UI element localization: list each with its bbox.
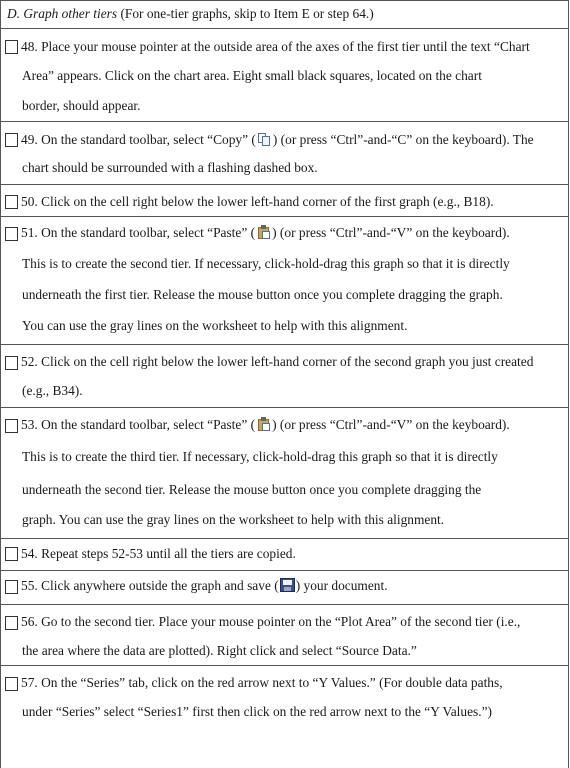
step-49-text-after-icon: ) (or press “Ctrl”-and-“C” on the keyboard). The: [272, 132, 534, 147]
step-56-line-1: 56. Go to the second tier. Place your mouse pointer on the “Plot Area” of the second tier (i.e.,: [21, 614, 521, 629]
step-48-line-2: Area” appears. Click on the chart area. Eight small black squares, located on the chart: [22, 68, 482, 83]
step-56-line-2: the area where the data are plotted). Right click and select “Source Data.”: [22, 643, 417, 658]
step-49-line-2: chart should be surrounded with a flashing dashed box.: [22, 160, 318, 175]
step-48-checkbox[interactable]: [5, 40, 18, 54]
step-54-checkbox[interactable]: [5, 547, 18, 561]
step-55-text-before-icon: 55. Click anywhere outside the graph and save (: [21, 578, 279, 593]
step-48: [1, 29, 568, 122]
step-55-checkbox[interactable]: [5, 580, 18, 594]
step-55-text-after-icon: ) your document.: [295, 578, 388, 593]
step-54: [1, 539, 568, 571]
step-49-line-1: [21, 132, 534, 148]
step-52: [1, 345, 568, 408]
step-51-line-1: [21, 225, 510, 241]
step-52-checkbox[interactable]: [5, 356, 18, 370]
step-53: [1, 408, 568, 539]
step-57-line-2: under “Series” select “Series1” first then click on the red arrow next to the “Y Values.”): [22, 704, 492, 719]
step-53-line-1: [21, 417, 510, 433]
step-50-checkbox[interactable]: [5, 195, 18, 209]
step-55: [1, 571, 568, 605]
step-57-line-1: 57. On the “Series” tab, click on the red arrow next to “Y Values.” (For double data paths,: [21, 675, 503, 690]
step-51-line-2: This is to create the second tier. If necessary, click-hold-drag this graph so that it is directly: [22, 256, 510, 271]
step-48-line-1: 48. Place your mouse pointer at the outside area of the axes of the first tier until the text “Chart: [21, 39, 530, 54]
section-header: [1, 1, 568, 29]
step-57: [1, 666, 568, 746]
step-48-line-3: border, should appear.: [22, 98, 141, 113]
step-50: [1, 185, 568, 217]
step-56: [1, 605, 568, 666]
section-note: (For one-tier graphs, skip to Item E or step 64.): [117, 6, 374, 21]
step-51-text-after-icon: ) (or press “Ctrl”-and-“V” on the keyboard).: [272, 225, 510, 240]
step-53-line-4: graph. You can use the gray lines on the worksheet to help with this alignment.: [22, 512, 445, 527]
step-53-text-before-icon: 53. On the standard toolbar, select “Paste” (: [21, 417, 256, 432]
floppy-disk-icon: [280, 578, 295, 592]
step-51-text-before-icon: 51. On the standard toolbar, select “Paste” (: [21, 225, 256, 240]
step-49-checkbox[interactable]: [5, 133, 18, 147]
step-49: [1, 122, 568, 185]
step-51-line-3: underneath the first tier. Release the mouse button once you complete dragging the graph.: [22, 287, 503, 302]
step-53-text-after-icon: ) (or press “Ctrl”-and-“V” on the keyboard).: [272, 417, 510, 432]
step-53-line-2: This is to create the third tier. If necessary, click-hold-drag this graph so that it is directly: [22, 449, 498, 464]
step-52-line-2: (e.g., B34).: [22, 383, 83, 398]
step-54-line-1: 54. Repeat steps 52-53 until all the tiers are copied.: [21, 546, 296, 561]
step-53-checkbox[interactable]: [5, 419, 18, 433]
paste-icon: [256, 225, 271, 239]
step-52-line-1: 52. Click on the cell right below the lower left-hand corner of the second graph you just created: [21, 354, 534, 369]
step-51-line-4: You can use the gray lines on the worksheet to help with this alignment.: [22, 318, 408, 333]
section-title: D. Graph other tiers: [7, 6, 118, 21]
paste-icon: [256, 417, 271, 431]
step-50-line-1: 50. Click on the cell right below the lower left-hand corner of the first graph (e.g., B18).: [21, 194, 494, 209]
copy-icon: [257, 132, 272, 146]
step-51-checkbox[interactable]: [5, 227, 18, 241]
step-51: [1, 217, 568, 345]
step-57-checkbox[interactable]: [5, 677, 18, 691]
step-49-text-before-icon: 49. On the standard toolbar, select “Copy” (: [21, 132, 256, 147]
step-53-line-3: underneath the second tier. Release the mouse button once you complete dragging the: [22, 482, 482, 497]
step-55-line-1: [21, 578, 388, 594]
step-56-checkbox[interactable]: [5, 616, 18, 630]
